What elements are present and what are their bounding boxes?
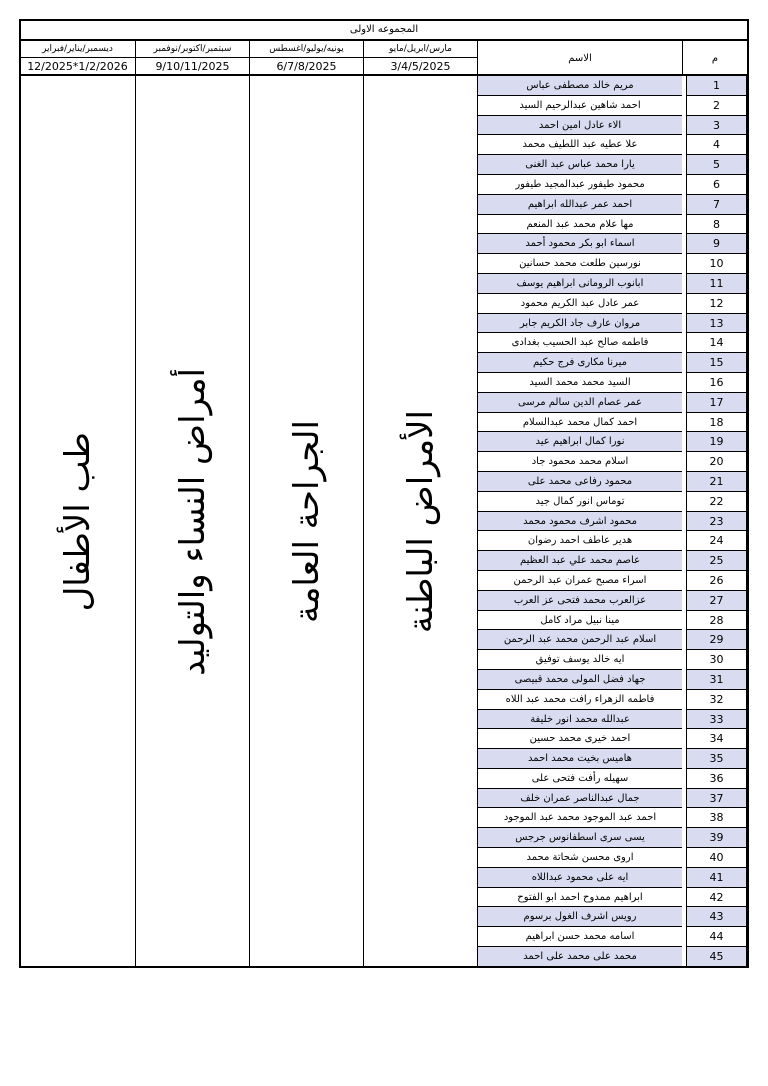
student-row (477, 234, 747, 254)
student-number: 39 (686, 828, 747, 848)
period-months-1: ديسمبر/يناير/فبراير (20, 41, 135, 58)
specialty-surgery (249, 76, 363, 968)
student-name: محمود اشرف محمود محمد (477, 512, 682, 532)
student-name: الاء عادل امين احمد (477, 116, 682, 136)
student-row (477, 116, 747, 136)
student-number: 14 (686, 333, 747, 353)
period-dates-2: 9/10/11/2025 (135, 58, 249, 76)
student-row (477, 571, 747, 591)
student-name: اروى محسن شحاتة محمد (477, 848, 682, 868)
student-row (477, 175, 747, 195)
student-number: 34 (686, 729, 747, 749)
student-name: احمد كمال محمد عبدالسلام (477, 413, 682, 433)
student-number: 12 (686, 294, 747, 314)
student-number: 4 (686, 135, 747, 155)
student-row (477, 76, 747, 96)
student-number: 43 (686, 907, 747, 927)
student-name: اسلام عبد الرحمن محمد عبد الرحمن (477, 630, 682, 650)
student-number: 7 (686, 195, 747, 215)
student-row (477, 551, 747, 571)
student-number: 3 (686, 116, 747, 136)
student-number: 26 (686, 571, 747, 591)
student-name: ايه على محمود عبداللاه (477, 868, 682, 888)
student-number: 30 (686, 650, 747, 670)
student-name: سهيله رأفت فتحى على (477, 769, 682, 789)
student-number: 15 (686, 353, 747, 373)
student-name: عمر عادل عبد الكريم محمود (477, 294, 682, 314)
student-name: مريم خالد مصطفى عباس (477, 76, 682, 96)
specialty-label: أمراض النساء والتوليد (172, 368, 213, 676)
student-row (477, 393, 747, 413)
student-name: نورسين طلعت محمد حسانين (477, 254, 682, 274)
student-row (477, 670, 747, 690)
student-name: السيد محمد محمد السيد (477, 373, 682, 393)
student-number: 36 (686, 769, 747, 789)
student-number: 33 (686, 710, 747, 730)
student-number: 35 (686, 749, 747, 769)
student-number: 29 (686, 630, 747, 650)
student-number: 8 (686, 215, 747, 235)
student-number: 6 (686, 175, 747, 195)
period-months-4: مارس/ابريل/مايو (363, 41, 477, 58)
student-name: احمد خيرى محمد حسين (477, 729, 682, 749)
student-row (477, 888, 747, 908)
student-number: 11 (686, 274, 747, 294)
student-name: اسامه محمد حسن ابراهيم (477, 927, 682, 947)
student-row (477, 808, 747, 828)
student-number: 13 (686, 314, 747, 334)
student-number: 24 (686, 531, 747, 551)
student-row (477, 413, 747, 433)
student-number: 17 (686, 393, 747, 413)
student-row (477, 135, 747, 155)
student-row (477, 472, 747, 492)
student-name: توماس انور كمال جيد (477, 492, 682, 512)
student-row (477, 512, 747, 532)
specialty-label: الأمراض الباطنة (400, 410, 441, 634)
student-name: اسراء مصبح عمران عبد الرحمن (477, 571, 682, 591)
student-row (477, 729, 747, 749)
student-row (477, 690, 747, 710)
period-months-2: سبتمبر/اكتوبر/نوفمبر (135, 41, 249, 58)
student-row (477, 769, 747, 789)
student-row (477, 611, 747, 631)
student-row (477, 96, 747, 116)
student-number: 44 (686, 927, 747, 947)
student-name: اسماء ابو بكر محمود أحمد (477, 234, 682, 254)
student-name: عبدالله محمد انور خليفة (477, 710, 682, 730)
student-row (477, 591, 747, 611)
student-name: رويس اشرف الغول برسوم (477, 907, 682, 927)
student-name: جهاد فضل المولى محمد قبيصى (477, 670, 682, 690)
student-row (477, 333, 747, 353)
student-number: 22 (686, 492, 747, 512)
student-name: ابانوب الرومانى ابراهيم يوسف (477, 274, 682, 294)
student-row (477, 492, 747, 512)
student-row (477, 828, 747, 848)
student-row (477, 710, 747, 730)
specialty-internal-medicine (363, 76, 477, 968)
student-name: ايه خالد يوسف توفيق (477, 650, 682, 670)
student-name: يسى سرى اسطفانوس جرجس (477, 828, 682, 848)
student-name: هاميس بخيت محمد احمد (477, 749, 682, 769)
student-number: 21 (686, 472, 747, 492)
student-number: 28 (686, 611, 747, 631)
student-number: 32 (686, 690, 747, 710)
student-row (477, 215, 747, 235)
student-row (477, 650, 747, 670)
student-name: عمر عصام الدين سالم مرسى (477, 393, 682, 413)
student-number: 5 (686, 155, 747, 175)
specialty-pediatrics (21, 76, 135, 968)
period-dates-3: 6/7/8/2025 (249, 58, 363, 76)
student-row (477, 789, 747, 809)
student-number: 41 (686, 868, 747, 888)
group-title: المجموعه الاولى (21, 21, 747, 41)
period-dates-1: 12/2025*1/2/2026 (20, 58, 135, 76)
student-row (477, 195, 747, 215)
student-number: 18 (686, 413, 747, 433)
student-name: فاطمه صالح عبد الحسيب بغدادى (477, 333, 682, 353)
schedule-table (19, 19, 749, 968)
student-name: احمد عمر عبدالله ابراهيم (477, 195, 682, 215)
specialty-label: طب الأطفال (58, 432, 98, 612)
student-name: فاطمه الزهراء رافت محمد عبد اللاه (477, 690, 682, 710)
name-header: الاسم (477, 41, 682, 76)
student-number: 45 (686, 947, 747, 967)
student-number: 9 (686, 234, 747, 254)
student-name: محمود طيفور عبدالمجيد طيفور (477, 175, 682, 195)
specialty-label: الجراحة العامة (286, 420, 327, 624)
student-row (477, 531, 747, 551)
student-row (477, 848, 747, 868)
student-row (477, 155, 747, 175)
student-number: 1 (686, 76, 747, 96)
student-name: احمد شاهين عبدالرحيم السيد (477, 96, 682, 116)
student-row (477, 749, 747, 769)
student-row (477, 294, 747, 314)
student-number: 10 (686, 254, 747, 274)
student-list (477, 76, 747, 967)
number-header: م (682, 41, 747, 76)
student-number: 27 (686, 591, 747, 611)
student-row (477, 353, 747, 373)
student-row (477, 432, 747, 452)
student-number: 20 (686, 452, 747, 472)
student-number: 23 (686, 512, 747, 532)
student-row (477, 274, 747, 294)
student-name: مينا نبيل مراد كامل (477, 611, 682, 631)
student-name: مها علام محمد عبد المنعم (477, 215, 682, 235)
student-number: 40 (686, 848, 747, 868)
student-row (477, 947, 747, 967)
student-name: عزالعرب محمد فتحى عز العرب (477, 591, 682, 611)
specialty-obgyn (135, 76, 249, 968)
student-row (477, 314, 747, 334)
student-name: عاصم محمد علي عبد العظيم (477, 551, 682, 571)
student-number: 19 (686, 432, 747, 452)
student-row (477, 254, 747, 274)
student-name: ابراهيم ممدوح احمد ابو الفتوح (477, 888, 682, 908)
student-name: اسلام محمد محمود جاد (477, 452, 682, 472)
student-number: 2 (686, 96, 747, 116)
student-number: 37 (686, 789, 747, 809)
student-name: جمال عبدالناصر عمران خلف (477, 789, 682, 809)
period-months-3: يونيه/يوليو/اغسطس (249, 41, 363, 58)
student-number: 31 (686, 670, 747, 690)
student-row (477, 452, 747, 472)
student-name: يارا محمد عباس عبد الغنى (477, 155, 682, 175)
student-row (477, 373, 747, 393)
student-row (477, 630, 747, 650)
student-number: 25 (686, 551, 747, 571)
student-name: محمود رفاعى محمد على (477, 472, 682, 492)
student-name: هدير عاطف احمد رضوان (477, 531, 682, 551)
student-name: مروان عارف جاد الكريم جابر (477, 314, 682, 334)
student-number: 42 (686, 888, 747, 908)
student-name: علا عطيه عبد اللطيف محمد (477, 135, 682, 155)
student-row (477, 907, 747, 927)
student-row (477, 927, 747, 947)
student-name: احمد عبد الموجود محمد عبد الموجود (477, 808, 682, 828)
student-row (477, 868, 747, 888)
student-name: ميرنا مكارى فرج حكيم (477, 353, 682, 373)
student-number: 16 (686, 373, 747, 393)
period-dates-4: 3/4/5/2025 (363, 58, 477, 76)
student-name: محمد على محمد على احمد (477, 947, 682, 967)
student-number: 38 (686, 808, 747, 828)
student-name: نورا كمال ابراهيم عيد (477, 432, 682, 452)
